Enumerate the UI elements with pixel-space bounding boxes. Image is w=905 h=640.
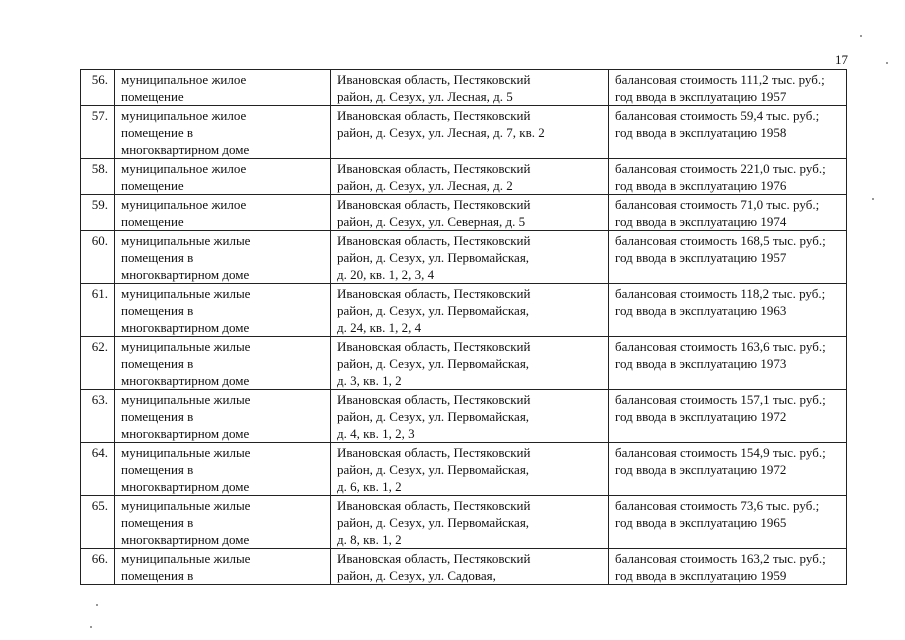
table-row <box>81 337 847 390</box>
table-row <box>81 70 847 106</box>
object-info: балансовая стоимость 163,6 тыс. руб.; год ввода в эксплуатацию 1973 <box>609 337 847 390</box>
object-name: муниципальные жилые помещения в многоквартирном доме <box>115 390 331 443</box>
object-name: муниципальные жилые помещения в многоквартирном доме <box>115 443 331 496</box>
row-number: 65. <box>81 496 115 549</box>
page-number: 17 <box>835 52 848 67</box>
table-row <box>81 390 847 443</box>
object-info: балансовая стоимость 221,0 тыс. руб.; год ввода в эксплуатацию 1976 <box>609 159 847 195</box>
scan-speck <box>90 626 92 628</box>
table-row <box>81 159 847 195</box>
object-address: Ивановская область, Пестяковский район, д. Сезух, ул. Первомайская, д. 4, кв. 1, 2, 3 <box>331 390 609 443</box>
object-name: муниципальное жилое помещение <box>115 70 331 106</box>
object-address: Ивановская область, Пестяковский район, д. Сезух, ул. Лесная, д. 7, кв. 2 <box>331 106 609 159</box>
table-row <box>81 195 847 231</box>
scan-speck <box>872 198 874 200</box>
row-number: 62. <box>81 337 115 390</box>
object-info: балансовая стоимость 59,4 тыс. руб.; год ввода в эксплуатацию 1958 <box>609 106 847 159</box>
table-row <box>81 231 847 284</box>
object-name: муниципальное жилое помещение <box>115 195 331 231</box>
object-address: Ивановская область, Пестяковский район, д. Сезух, ул. Первомайская, д. 24, кв. 1, 2, 4 <box>331 284 609 337</box>
table-row <box>81 106 847 159</box>
table-row <box>81 284 847 337</box>
object-name: муниципальные жилые помещения в многоквартирном доме <box>115 337 331 390</box>
row-number: 63. <box>81 390 115 443</box>
row-number: 57. <box>81 106 115 159</box>
scan-speck <box>96 604 98 606</box>
object-info: балансовая стоимость 71,0 тыс. руб.; год ввода в эксплуатацию 1974 <box>609 195 847 231</box>
table-row <box>81 443 847 496</box>
property-table <box>80 69 847 585</box>
table-row <box>81 549 847 585</box>
row-number: 60. <box>81 231 115 284</box>
scan-speck <box>886 62 888 64</box>
object-address: Ивановская область, Пестяковский район, д. Сезух, ул. Лесная, д. 5 <box>331 70 609 106</box>
object-name: муниципальное жилое помещение в многоквартирном доме <box>115 106 331 159</box>
object-address: Ивановская область, Пестяковский район, д. Сезух, ул. Первомайская, д. 20, кв. 1, 2, 3, 4 <box>331 231 609 284</box>
object-name: муниципальные жилые помещения в <box>115 549 331 585</box>
object-info: балансовая стоимость 73,6 тыс. руб.; год ввода в эксплуатацию 1965 <box>609 496 847 549</box>
object-info: балансовая стоимость 163,2 тыс. руб.; год ввода в эксплуатацию 1959 <box>609 549 847 585</box>
object-info: балансовая стоимость 118,2 тыс. руб.; год ввода в эксплуатацию 1963 <box>609 284 847 337</box>
row-number: 59. <box>81 195 115 231</box>
object-address: Ивановская область, Пестяковский район, д. Сезух, ул. Первомайская, д. 6, кв. 1, 2 <box>331 443 609 496</box>
row-number: 61. <box>81 284 115 337</box>
object-address: Ивановская область, Пестяковский район, д. Сезух, ул. Первомайская, д. 3, кв. 1, 2 <box>331 337 609 390</box>
row-number: 64. <box>81 443 115 496</box>
object-address: Ивановская область, Пестяковский район, д. Сезух, ул. Северная, д. 5 <box>331 195 609 231</box>
object-address: Ивановская область, Пестяковский район, д. Сезух, ул. Первомайская, д. 8, кв. 1, 2 <box>331 496 609 549</box>
row-number: 66. <box>81 549 115 585</box>
object-info: балансовая стоимость 154,9 тыс. руб.; год ввода в эксплуатацию 1972 <box>609 443 847 496</box>
object-name: муниципальные жилые помещения в многоквартирном доме <box>115 284 331 337</box>
object-info: балансовая стоимость 111,2 тыс. руб.; год ввода в эксплуатацию 1957 <box>609 70 847 106</box>
object-address: Ивановская область, Пестяковский район, д. Сезух, ул. Лесная, д. 2 <box>331 159 609 195</box>
object-info: балансовая стоимость 168,5 тыс. руб.; год ввода в эксплуатацию 1957 <box>609 231 847 284</box>
object-address: Ивановская область, Пестяковский район, д. Сезух, ул. Садовая, <box>331 549 609 585</box>
row-number: 56. <box>81 70 115 106</box>
table-row <box>81 496 847 549</box>
scan-speck <box>860 35 862 37</box>
row-number: 58. <box>81 159 115 195</box>
object-info: балансовая стоимость 157,1 тыс. руб.; год ввода в эксплуатацию 1972 <box>609 390 847 443</box>
object-name: муниципальное жилое помещение <box>115 159 331 195</box>
object-name: муниципальные жилые помещения в многоквартирном доме <box>115 231 331 284</box>
object-name: муниципальные жилые помещения в многоквартирном доме <box>115 496 331 549</box>
